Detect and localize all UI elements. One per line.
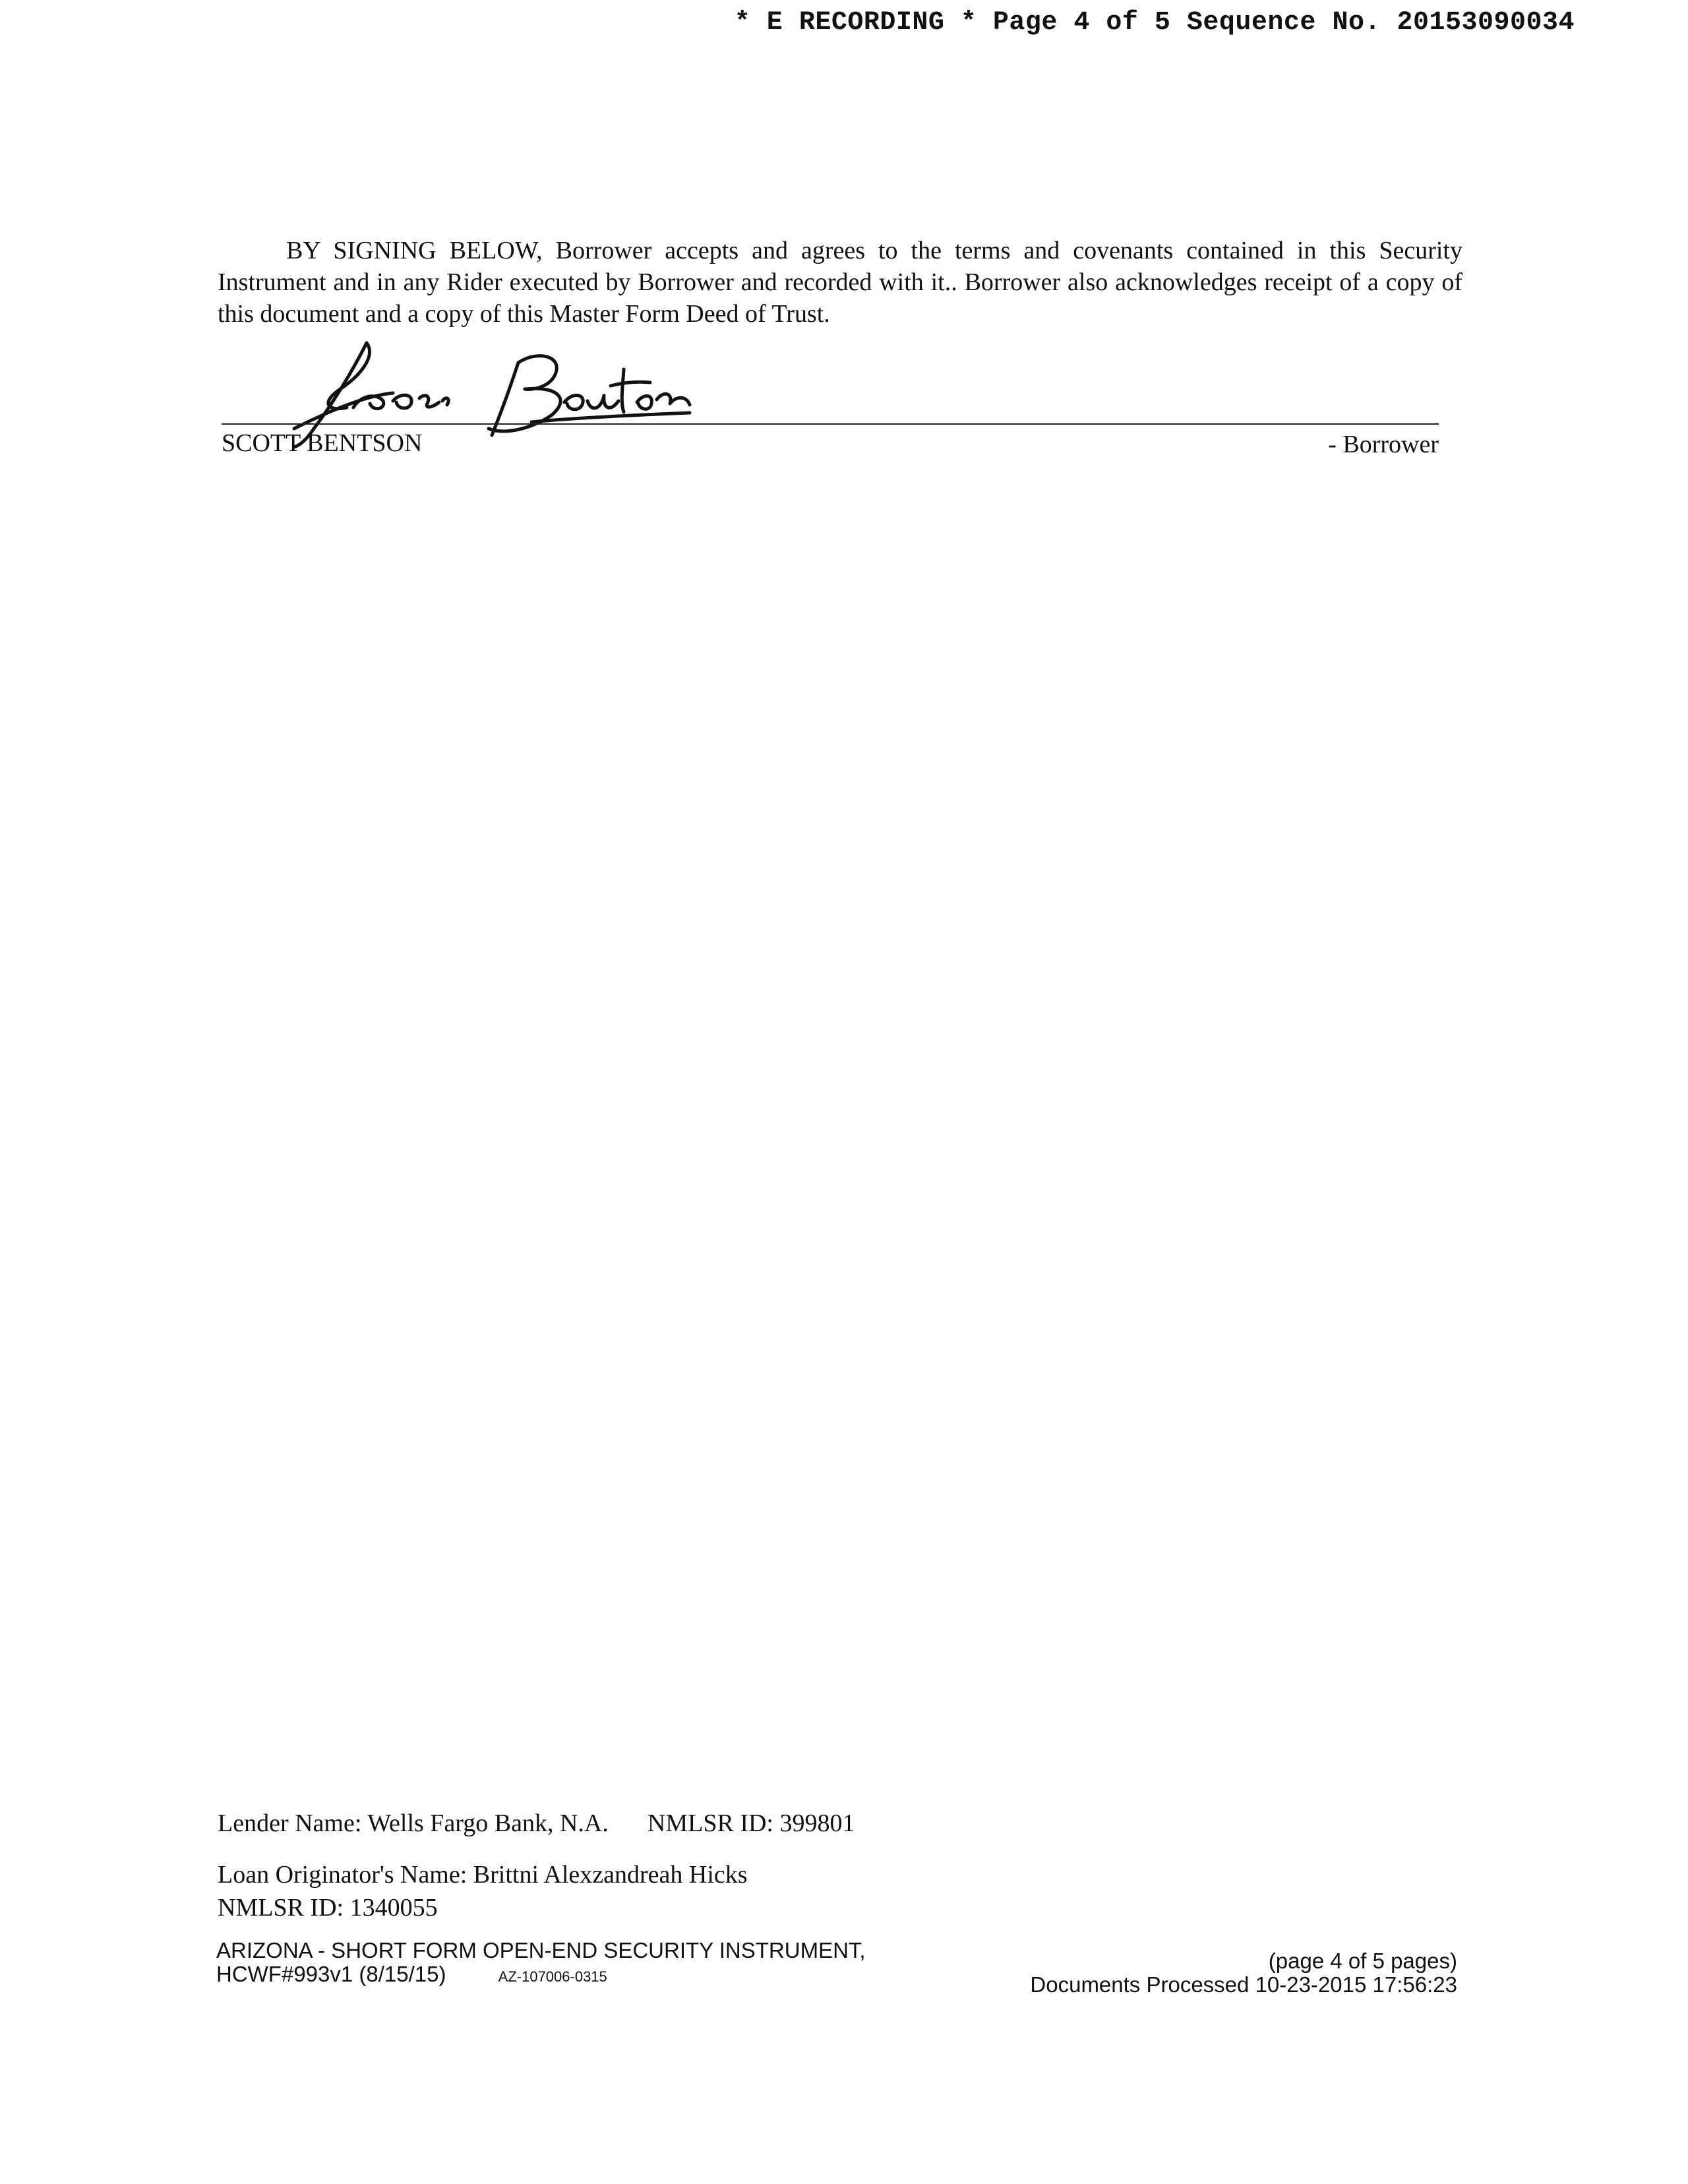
lender-line [218, 1807, 855, 1840]
lender-nmlsr-label: NMLSR ID: [647, 1809, 773, 1837]
originator-name-value: Brittni Alexzandreah Hicks [473, 1861, 748, 1889]
recording-header: * E RECORDING * Page 4 of 5 Sequence No. 20153090034 [734, 8, 1575, 38]
form-code: HCWF#993v1 (8/15/15) [216, 1962, 446, 1986]
signer-name: SCOTT BENTSON [222, 429, 423, 457]
loan-originator-nmlsr-line [218, 1891, 855, 1924]
processed-label: Documents Processed [1030, 1972, 1250, 1997]
loan-originator-name-line [218, 1858, 855, 1891]
processed-line [1030, 1973, 1457, 1997]
originator-nmlsr-value: 1340055 [349, 1894, 438, 1922]
signature-block [222, 330, 1439, 475]
lender-info-block [218, 1807, 855, 1924]
lender-name-label: Lender Name: [218, 1809, 362, 1837]
processed-timestamp: 10-23-2015 17:56:23 [1255, 1972, 1457, 1997]
originator-nmlsr-label: NMLSR ID: [218, 1894, 344, 1922]
acknowledgement-paragraph: BY SIGNING BELOW, Borrower accepts and agrees to the terms and covenants contained in this Security Instrument and in any Rider executed by Borrower and recorded with it.. Borrower also acknowledges receipt of a copy of this document and a copy of this Master Form Deed of Trust. [218, 237, 1462, 328]
signer-role: - Borrower [1328, 431, 1439, 458]
form-footer-left [216, 1939, 866, 1989]
form-number: AZ-107006-0315 [498, 1968, 607, 1985]
lender-nmlsr-value: 399801 [779, 1809, 855, 1837]
originator-name-label: Loan Originator's Name: [218, 1861, 467, 1889]
form-footer-right [1030, 1949, 1457, 1997]
page-indicator: (page 4 of 5 pages) [1268, 1949, 1457, 1973]
form-title: ARIZONA - SHORT FORM OPEN-END SECURITY INSTRUMENT, [216, 1938, 866, 1962]
form-code-line [216, 1962, 866, 1989]
lender-name-value: Wells Fargo Bank, N.A. [367, 1809, 609, 1837]
signature-line [222, 423, 1439, 425]
